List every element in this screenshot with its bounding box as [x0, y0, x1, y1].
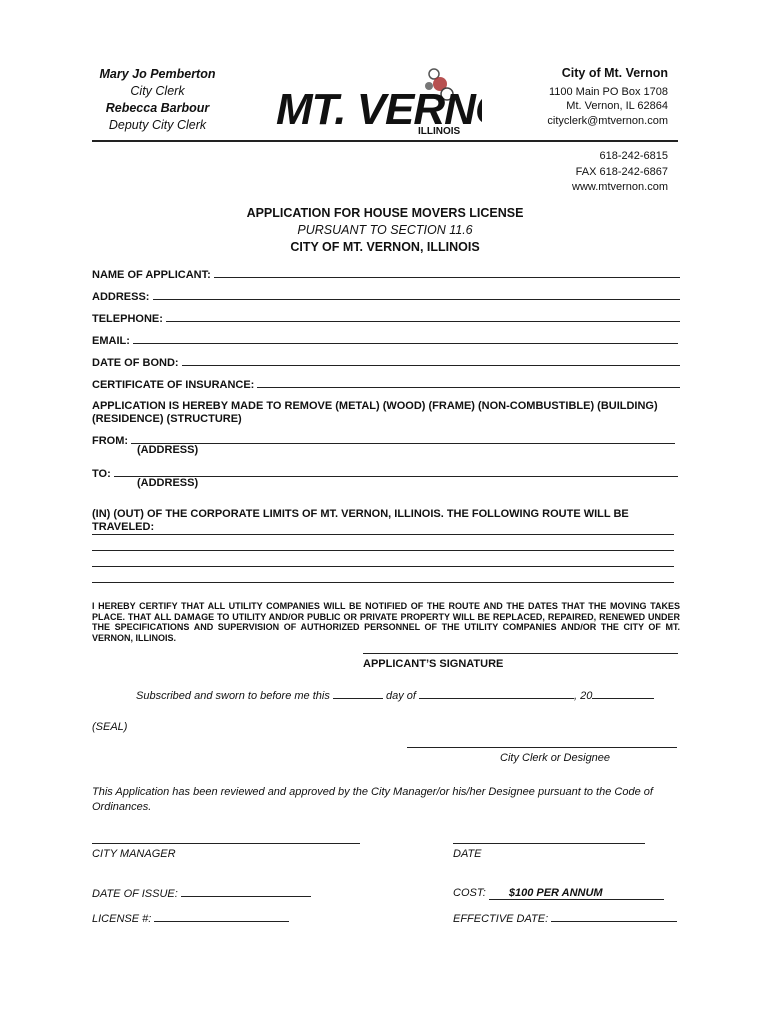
city-manager-signature-field[interactable]: [92, 843, 360, 844]
clerk-title: City Clerk: [130, 84, 185, 98]
route-statement: (IN) (OUT) OF THE CORPORATE LIMITS OF MT. VERNON, ILLINOIS. THE FOLLOWING ROUTE WILL BE TRAVELED:: [92, 508, 629, 533]
route-line-3[interactable]: [92, 566, 674, 567]
date-of-issue-label: DATE OF ISSUE:: [92, 888, 178, 900]
clerk-block: [60, 66, 255, 134]
to-label: TO:: [92, 468, 111, 480]
address-field[interactable]: [153, 290, 680, 300]
applicant-name-field[interactable]: [214, 268, 680, 278]
bond-label: DATE OF BOND:: [92, 357, 179, 369]
sworn-statement: [136, 689, 654, 702]
seal-label: (SEAL): [92, 721, 128, 733]
effective-date-field[interactable]: [551, 912, 677, 922]
certification-text: I HEREBY CERTIFY THAT ALL UTILITY COMPANIES WILL BE NOTIFIED OF THE ROUTE AND THE DATES THAT THE MOVING TAKES PLACE. THAT ALL DAMAGE TO UTILITY AND/OR PUBLIC OR PRIVATE PROPERTY WILL BE REPLACED, REPAIRED, RENEWED UNDER THE SPECIFICATIONS AND SUPERVISION OF AUTHORIZED PERSONNEL OF THE UTILITY COMPANIES AND/OR THE CITY OF MT. VERNON, ILLINOIS.: [92, 601, 680, 643]
email-field[interactable]: [133, 334, 678, 344]
clerk-signature-field[interactable]: [407, 747, 677, 748]
city-address-2: Mt. Vernon, IL 62864: [566, 100, 668, 112]
applicant-name-label: NAME OF APPLICANT:: [92, 269, 211, 281]
address-label: ADDRESS:: [92, 291, 150, 303]
city-fax: FAX 618-242-6867: [575, 165, 668, 178]
telephone-label: TELEPHONE:: [92, 313, 163, 325]
city-phone-block: [500, 149, 668, 196]
license-number-field[interactable]: [154, 912, 289, 922]
clerk-signature-label: City Clerk or Designee: [500, 752, 611, 764]
from-address-caption: (ADDRESS): [137, 444, 199, 456]
city-address-1: 1100 Main PO Box 1708: [548, 85, 668, 98]
application-statement: APPLICATION IS HEREBY MADE TO REMOVE (METAL) (WOOD) (FRAME) (NON-COMBUSTIBLE) (BUILDING) (RESIDENCE) (STRUCTURE): [92, 400, 658, 425]
applicant-name-row: [92, 268, 680, 281]
to-address-field[interactable]: [114, 467, 678, 477]
license-number-label: LICENSE #:: [92, 913, 152, 925]
telephone-row: [92, 312, 680, 325]
bond-row: [92, 356, 680, 369]
effective-date-row: [453, 912, 677, 925]
form-jurisdiction: CITY OF MT. VERNON, ILLINOIS: [290, 240, 480, 254]
email-label: EMAIL:: [92, 335, 130, 347]
date-of-issue-field[interactable]: [181, 887, 311, 897]
city-email: cityclerk@mtvernon.com: [547, 114, 668, 127]
sworn-month-field[interactable]: [419, 689, 574, 699]
form-title: APPLICATION FOR HOUSE MOVERS LICENSE: [246, 206, 524, 220]
applicant-signature-label: APPLICANT’S SIGNATURE: [363, 658, 504, 670]
mt-vernon-logo: [272, 62, 482, 140]
sworn-day-of: day of: [385, 690, 416, 702]
route-line-2[interactable]: [92, 550, 674, 551]
manager-date-field[interactable]: [453, 843, 645, 844]
cost-row: [453, 887, 664, 900]
sworn-year-prefix: , 20: [573, 690, 593, 702]
clerk-name: Mary Jo Pemberton: [99, 67, 216, 81]
city-website: www.mtvernon.com: [572, 181, 668, 193]
deputy-name: Rebecca Barbour: [105, 101, 210, 115]
email-row: [92, 334, 680, 347]
header-divider: [92, 140, 678, 142]
to-address-caption: (ADDRESS): [137, 477, 199, 489]
sworn-day-field[interactable]: [333, 689, 383, 699]
sworn-prefix: Subscribed and sworn to before me this: [136, 690, 330, 702]
from-label: FROM:: [92, 435, 129, 447]
city-manager-label: CITY MANAGER: [92, 848, 176, 860]
route-line-1[interactable]: [92, 534, 674, 535]
cost-value: $100 PER ANNUM: [489, 887, 664, 900]
logo-text: MT. VERN: [276, 85, 475, 134]
route-line-4[interactable]: [92, 582, 674, 583]
sworn-year-field[interactable]: [592, 689, 654, 699]
insurance-field[interactable]: [257, 378, 680, 388]
review-statement: This Application has been reviewed and approved by the City Manager/or his/her Designee pursuant to the Code of Ordinances.: [92, 786, 653, 813]
date-of-issue-row: [92, 887, 311, 900]
city-contact-block: [500, 66, 668, 128]
city-phone: 618-242-6815: [599, 150, 668, 162]
logo-subtext: ILLINOIS: [418, 126, 461, 137]
bond-field[interactable]: [182, 356, 680, 366]
telephone-field[interactable]: [166, 312, 680, 322]
cost-label: COST:: [453, 887, 486, 899]
address-row: [92, 290, 680, 303]
manager-date-label: DATE: [453, 848, 482, 860]
city-name: City of Mt. Vernon: [561, 66, 668, 80]
insurance-label: CERTIFICATE OF INSURANCE:: [92, 379, 255, 391]
applicant-signature-field[interactable]: [363, 653, 678, 654]
license-number-row: [92, 912, 289, 925]
deputy-title: Deputy City Clerk: [108, 118, 207, 132]
from-address-field[interactable]: [131, 434, 675, 444]
form-subtitle: PURSUANT TO SECTION 11.6: [297, 223, 473, 237]
insurance-row: [92, 378, 680, 391]
effective-date-label: EFFECTIVE DATE:: [453, 913, 549, 925]
